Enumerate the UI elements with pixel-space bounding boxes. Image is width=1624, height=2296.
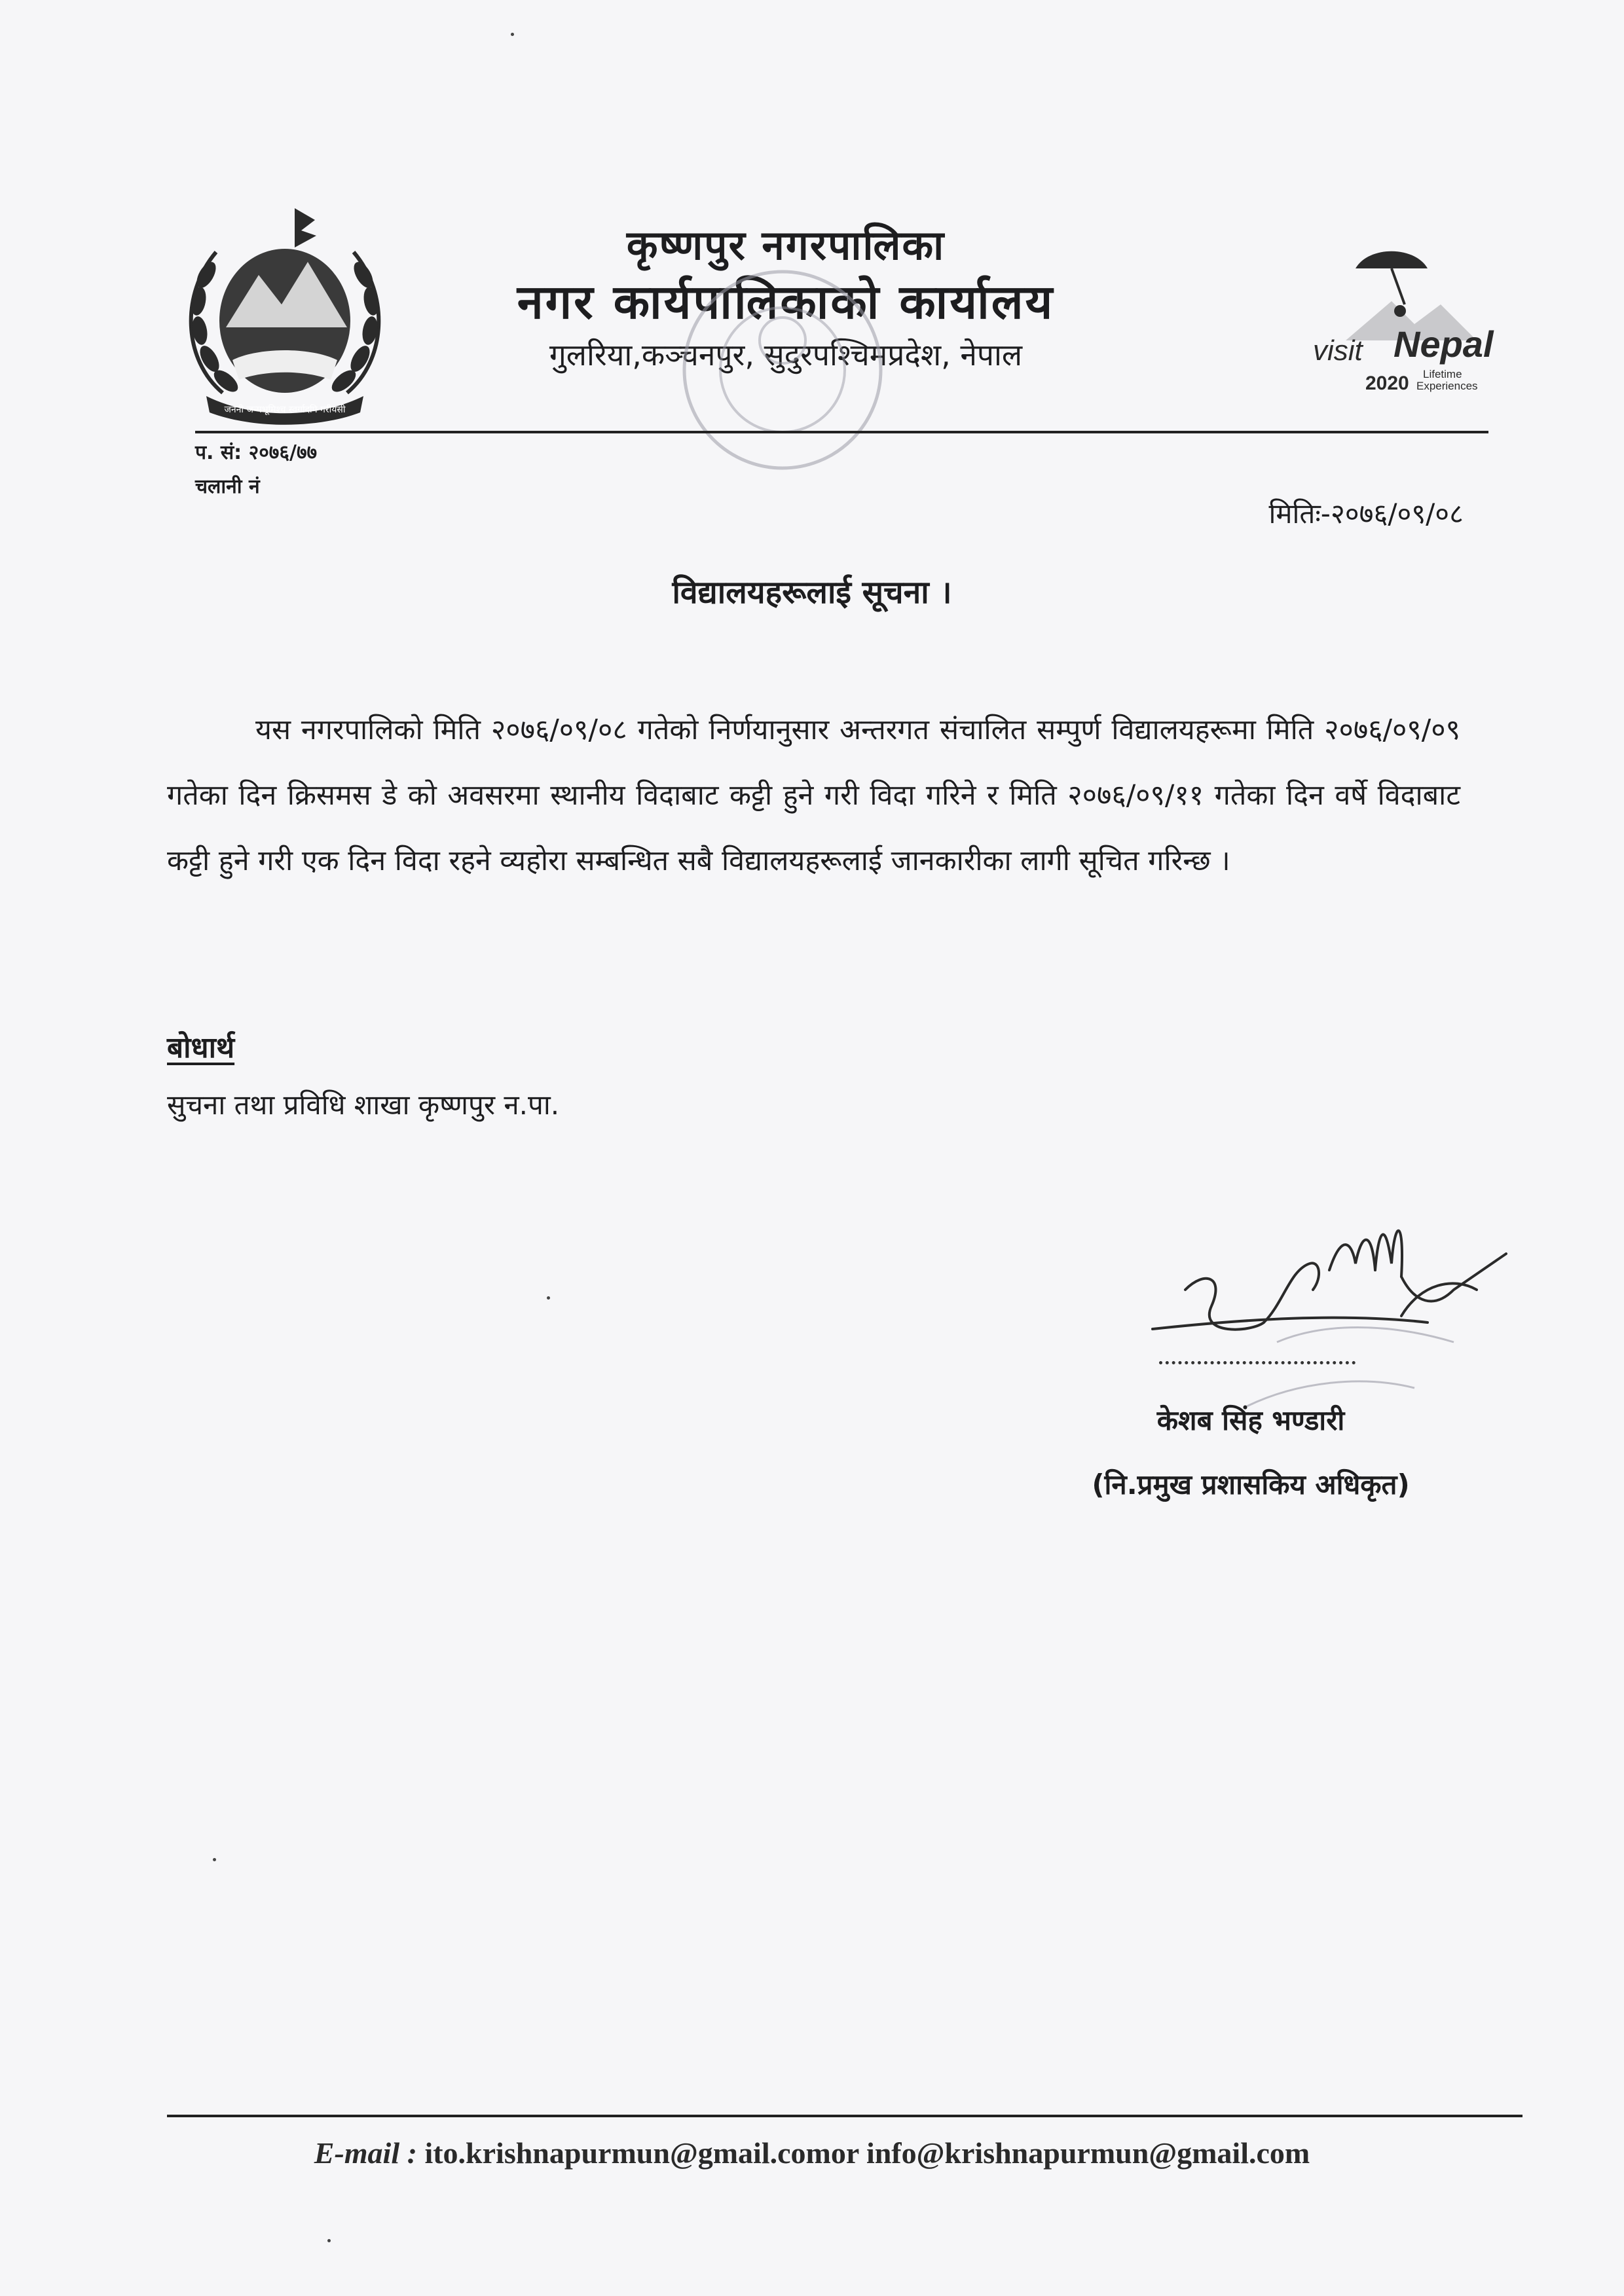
- year-text: 2020: [1365, 373, 1409, 394]
- visit-nepal-logo-icon: [1306, 232, 1516, 399]
- body-paragraph: यस नगरपालिको मिति २०७६/०९/०८ गतेको निर्णयानुसार अन्तरगत संचालित सम्पुर्ण विद्यालयहरूमा मिति २०७६/०९/०९ गतेका दिन क्रिसमस डे को अवसरमा स्थानीय विदाबाट कट्टी हुने गरी विदा गरिने र मिति २०७६/०९/११ गतेका दिन वर्षे विदाबाट कट्टी हुने गरी एक दिन विदा रहने व्यहोरा सम्बन्धित सबै विद्यालयहरूलाई जानकारीका लागी सूचित गरिन्छ ।: [167, 714, 1460, 877]
- office-stamp-icon: [674, 262, 891, 478]
- footer-email: [0, 2136, 1624, 2170]
- scan-speck: [511, 33, 514, 36]
- emblem-caption: जननी जन्मभूमिश्च स्वर्गादपि गरीयसी: [224, 405, 346, 415]
- cc-recipient: सुचना तथा प्रविधि शाखा कृष्णपुर न.पा.: [167, 1089, 560, 1121]
- letter-number: प. सं: २०७६/७७: [195, 441, 318, 464]
- signatory-title: (नि.प्रमुख प्रशासकिय अधिकृत): [1092, 1468, 1410, 1501]
- scan-speck: [547, 1296, 550, 1300]
- email-label: E-mail :: [314, 2136, 417, 2170]
- letter-date: मितिः-२०७६/०९/०८: [1268, 498, 1464, 530]
- dispatch-number: चलानी नं: [195, 475, 260, 498]
- footer-divider: [167, 2115, 1522, 2117]
- cc-heading: बोधार्थ: [167, 1031, 235, 1065]
- tagline-experiences: Experiences: [1416, 380, 1478, 392]
- nepal-emblem-icon: [160, 196, 409, 432]
- office-address: गुलरिया,कञ्चनपुर, सुदुरपश्चिमप्रदेश, नेपाल: [549, 337, 1023, 373]
- visit-text: visit: [1313, 335, 1363, 367]
- scan-speck: [213, 1858, 216, 1861]
- header-divider: [195, 431, 1488, 433]
- municipality-name: कृष्णपुर नगरपालिका: [626, 221, 946, 269]
- subject-heading: विद्यालयहरूलाई सूचना ।: [672, 574, 952, 611]
- signature-line: [1159, 1358, 1356, 1364]
- scan-speck: [327, 2239, 331, 2242]
- signatory-name: केशब सिंह भण्डारी: [1156, 1404, 1345, 1436]
- tagline-lifetime: Lifetime: [1423, 368, 1462, 380]
- nepal-text: Nepal: [1393, 323, 1494, 365]
- office-name: नगर कार्यपालिकाको कार्यालय: [517, 274, 1055, 329]
- email-addresses: ito.krishnapurmun@gmail.comor info@krishnapurmun@gmail.com: [424, 2136, 1310, 2170]
